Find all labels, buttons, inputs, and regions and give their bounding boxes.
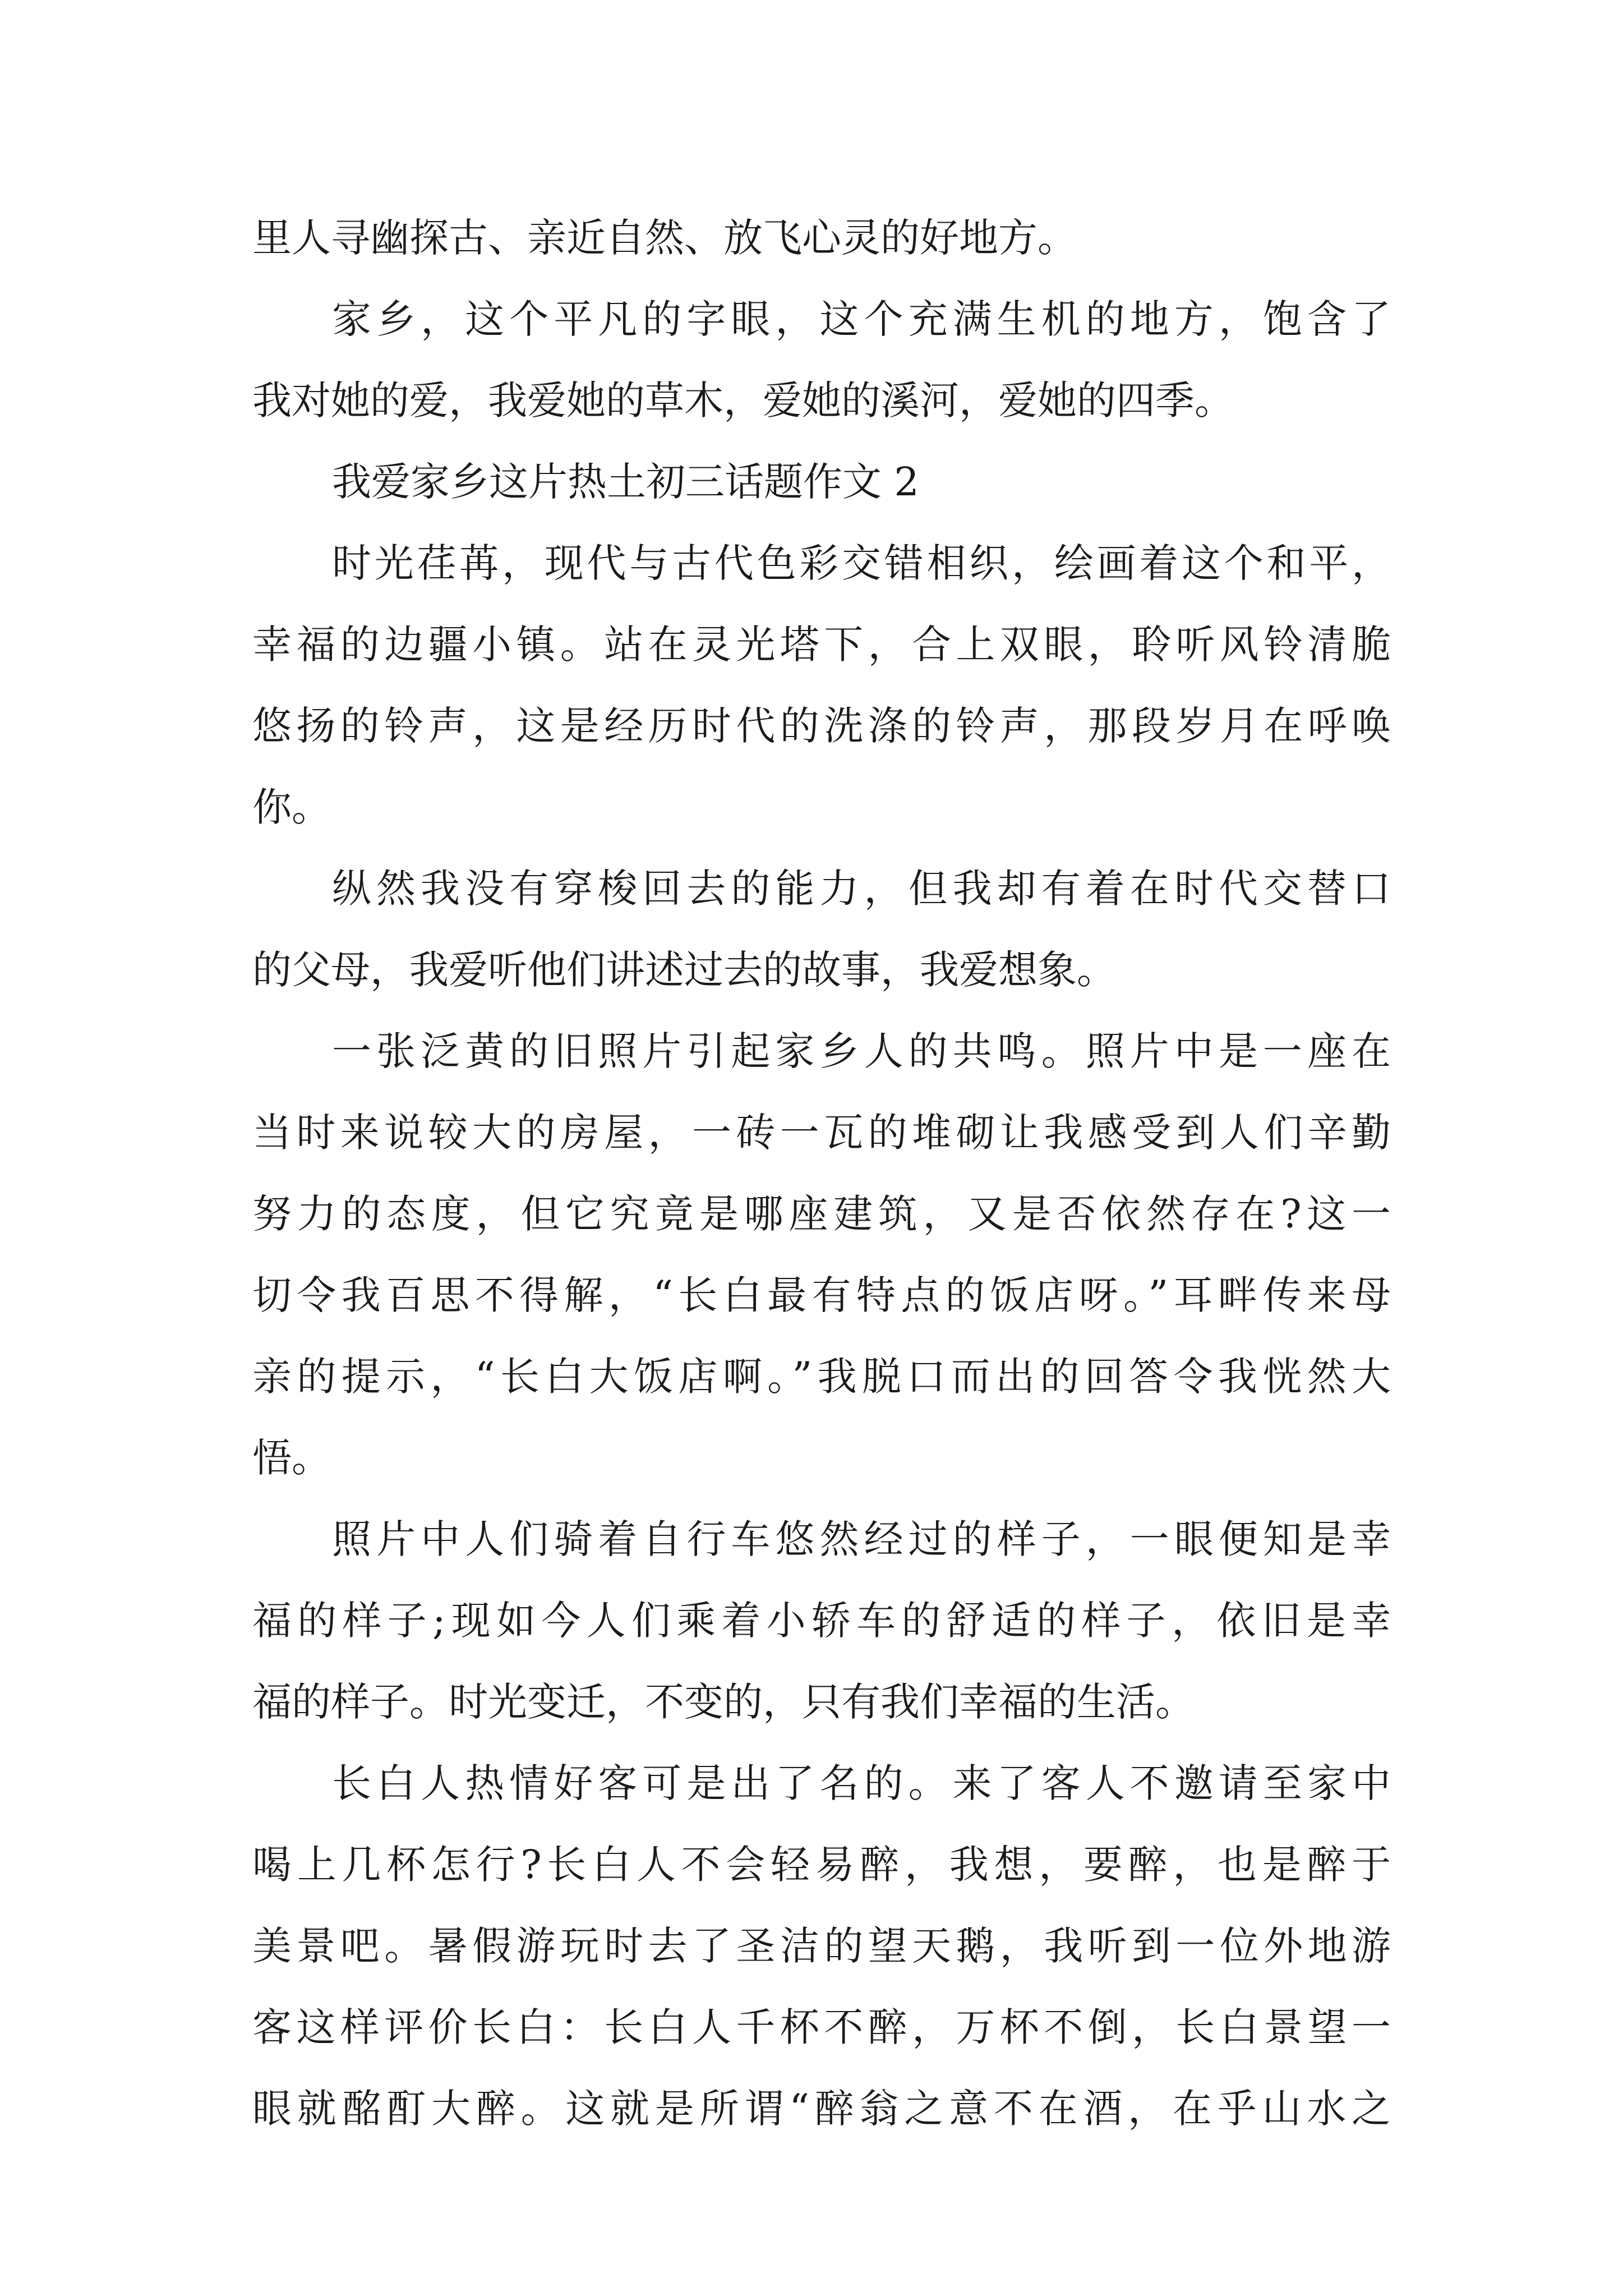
text-line: 喝上几杯怎行?长白人不会轻易醉，我想，要醉，也是醉于 (252, 1842, 1391, 1888)
text-line: 客这样评价长白：长白人千杯不醉，万杯不倒，长白景望一 (252, 2004, 1391, 2050)
text-line: 时光荏苒，现代与古代色彩交错相织，绘画着这个和平， (332, 540, 1391, 586)
text-line: 家乡，这个平凡的字眼，这个充满生机的地方，饱含了 (332, 296, 1391, 342)
text-line: 长白人热情好客可是出了名的。来了客人不邀请至家中 (332, 1760, 1391, 1806)
document-body (252, 197, 1391, 2150)
text-line: 幸福的边疆小镇。站在灵光塔下，合上双眼，聆听风铃清脆 (252, 622, 1391, 668)
text-line: 纵然我没有穿梭回去的能力，但我却有着在时代交替口 (332, 866, 1391, 912)
text-line: 眼就酩酊大醉。这就是所谓“醉翁之意不在酒，在乎山水之 (252, 2086, 1391, 2132)
text-line: 福的样子。时光变迁，不变的，只有我们幸福的生活。 (252, 1679, 1195, 1725)
text-line: 努力的态度，但它究竟是哪座建筑，又是否依然存在?这一 (252, 1191, 1391, 1237)
text-line: 切令我百思不得解，“长白最有特点的饭店呀。”耳畔传来母 (252, 1272, 1391, 1318)
text-line: 照片中人们骑着自行车悠然经过的样子，一眼便知是幸 (332, 1516, 1391, 1562)
text-line: 一张泛黄的旧照片引起家乡人的共鸣。照片中是一座在 (332, 1028, 1391, 1074)
text-line: 你。 (252, 784, 331, 830)
text-line: 我爱家乡这片热土初三话题作文 2 (332, 459, 919, 505)
text-line: 美景吧。暑假游玩时去了圣洁的望天鹅，我听到一位外地游 (252, 1923, 1391, 1969)
text-line: 悠扬的铃声，这是经历时代的洗涤的铃声，那段岁月在呼唤 (252, 703, 1391, 749)
text-line: 里人寻幽探古、亲近自然、放飞心灵的好地方。 (252, 215, 1077, 261)
text-line: 福的样子;现如今人们乘着小轿车的舒适的样子，依旧是幸 (252, 1598, 1391, 1644)
text-line: 我对她的爱，我爱她的草木，爱她的溪河，爱她的四季。 (252, 378, 1234, 424)
text-line: 当时来说较大的房屋，一砖一瓦的堆砌让我感受到人们辛勤 (252, 1110, 1391, 1156)
text-line: 的父母，我爱听他们讲述过去的故事，我爱想象。 (252, 947, 1116, 993)
text-line: 悟。 (252, 1435, 331, 1481)
text-line: 亲的提示，“长白大饭店啊。”我脱口而出的回答令我恍然大 (252, 1354, 1391, 1400)
